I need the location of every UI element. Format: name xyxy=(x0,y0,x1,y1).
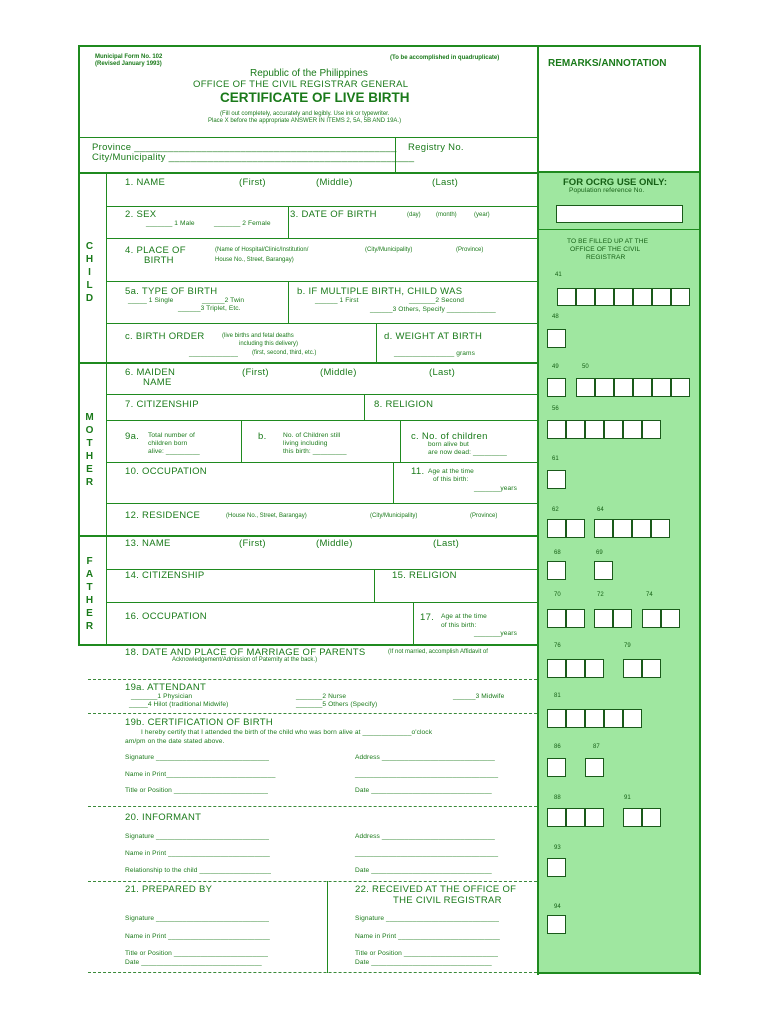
ocrg-panel-top xyxy=(537,171,701,173)
date-of-birth-label: 3. DATE OF BIRTH xyxy=(290,209,377,220)
code-61: 61 xyxy=(552,456,559,462)
received-signature[interactable]: Signature ______________________________ xyxy=(355,915,500,922)
code-box[interactable] xyxy=(566,519,585,538)
code-62: 62 xyxy=(552,507,559,513)
code-box[interactable] xyxy=(557,288,576,306)
certifier-signature[interactable]: Signature ______________________________ xyxy=(125,754,270,761)
mother-father-divider xyxy=(80,535,537,537)
province-divider xyxy=(80,137,537,138)
code-70: 70 xyxy=(554,592,561,598)
code-64: 64 xyxy=(597,507,604,513)
instructions-line-2: Place X before the appropriate ANSWER IN ITEMS 2, 5A, 5B AND 19A.) xyxy=(208,118,402,124)
sex-female-option[interactable]: _______ 2 Female xyxy=(214,220,271,227)
attendant-midwife[interactable]: ______3 Midwife xyxy=(453,693,505,700)
quadruplicate-note: (To be accomplished in quadruplicate) xyxy=(390,55,500,61)
residence-label: 12. RESIDENCE xyxy=(125,510,201,521)
marriage-divider xyxy=(88,679,537,680)
code-box[interactable] xyxy=(623,808,642,827)
certifier-date[interactable]: Date ________________________________ xyxy=(355,787,492,794)
code-box[interactable] xyxy=(595,378,614,397)
code-box[interactable] xyxy=(547,378,566,397)
pob-city-label: (City/Municipality) xyxy=(365,247,413,253)
code-box[interactable] xyxy=(566,709,585,728)
code-box[interactable] xyxy=(623,659,642,678)
code-box[interactable] xyxy=(566,808,585,827)
multiple-others-option[interactable]: ______3 Others, Specify _____________ xyxy=(370,306,496,313)
code-box[interactable] xyxy=(671,378,690,397)
code-76: 76 xyxy=(554,643,561,649)
father-bottom-border xyxy=(80,644,537,646)
code-68: 68 xyxy=(554,550,561,556)
mother-last-label: (Last) xyxy=(429,367,456,378)
col-divider xyxy=(393,462,394,503)
row-divider xyxy=(107,238,537,239)
form-right-border xyxy=(699,45,701,975)
attendant-hilot[interactable]: _____4 Hilot (traditional Midwife) xyxy=(129,701,229,708)
col-divider xyxy=(374,569,375,602)
informant-divider xyxy=(88,881,537,882)
code-box[interactable] xyxy=(613,519,632,538)
code-box[interactable] xyxy=(566,659,585,678)
code-box[interactable] xyxy=(547,329,566,348)
province-field[interactable]: Province _______________________________________________ xyxy=(92,142,397,153)
prepared-name[interactable]: Name in Print ___________________________ xyxy=(125,933,270,940)
code-72: 72 xyxy=(597,592,604,598)
marriage-label: 18. DATE AND PLACE OF MARRIAGE OF PARENTS xyxy=(125,647,366,658)
code-box[interactable] xyxy=(652,288,671,306)
code-box[interactable] xyxy=(547,659,566,678)
residence-house-label: (House No., Street, Barangay) xyxy=(226,513,307,519)
father-citizenship-label: 14. CITIZENSHIP xyxy=(125,570,205,581)
prepared-by-label: 21. PREPARED BY xyxy=(125,884,213,895)
mother-occupation-label: 10. OCCUPATION xyxy=(125,466,207,477)
code-81: 81 xyxy=(554,693,561,699)
sex-male-option[interactable]: _______ 1 Male xyxy=(146,220,195,227)
total-children-label-2: children born xyxy=(148,440,188,447)
row-divider xyxy=(107,602,537,603)
code-86: 86 xyxy=(554,744,561,750)
mother-age-item: 11. xyxy=(411,466,425,477)
type-of-birth-label: 5a. TYPE OF BIRTH xyxy=(125,286,218,297)
child-middle-label: (Middle) xyxy=(316,177,353,188)
certificate-title: CERTIFICATE OF LIVE BIRTH xyxy=(220,90,410,105)
row-divider xyxy=(107,323,537,324)
code-41: 41 xyxy=(555,272,562,278)
certification-divider xyxy=(88,806,537,807)
code-50: 50 xyxy=(582,364,589,370)
header-bottom-border xyxy=(78,172,537,174)
row-divider xyxy=(107,206,537,207)
attendant-physician[interactable]: _______1 Physician xyxy=(131,693,193,700)
registry-number-field[interactable]: Registry No. xyxy=(408,142,464,153)
mother-age-label-2: of this birth: xyxy=(433,476,469,483)
code-box[interactable] xyxy=(614,378,633,397)
mother-age-years[interactable]: _______years xyxy=(474,485,517,492)
sex-label: 2. SEX xyxy=(125,209,157,220)
now-dead-label-1: born alive but xyxy=(428,441,469,448)
father-name-label: 13. NAME xyxy=(125,538,171,549)
code-box[interactable] xyxy=(585,808,604,827)
row-divider xyxy=(107,420,537,421)
code-box[interactable] xyxy=(566,420,585,439)
code-box[interactable] xyxy=(642,808,661,827)
certification-label: 19b. CERTIFICATION OF BIRTH xyxy=(125,717,273,728)
row-divider xyxy=(107,503,537,504)
birth-order-note-2: including this delivery) xyxy=(239,341,299,347)
code-box[interactable] xyxy=(547,420,566,439)
attendant-nurse[interactable]: _______2 Nurse xyxy=(296,693,347,700)
attendant-label: 19a. ATTENDANT xyxy=(125,682,207,693)
child-last-label: (Last) xyxy=(432,177,459,188)
code-box[interactable] xyxy=(595,288,614,306)
father-age-label-1: Age at the time xyxy=(441,613,487,620)
row-divider xyxy=(107,462,537,463)
code-box[interactable] xyxy=(661,609,680,628)
remarks-title: REMARKS/ANNOTATION xyxy=(548,58,667,69)
informant-relationship[interactable]: Relationship to the child ___________________ xyxy=(125,867,272,874)
col-divider xyxy=(364,394,365,420)
certifier-name[interactable]: Name in Print_____________________________ xyxy=(125,771,276,778)
republic-label: Republic of the Philippines xyxy=(250,68,368,79)
population-ref-label: Population reference No. xyxy=(569,187,645,194)
code-74: 74 xyxy=(646,592,653,598)
section-column-divider xyxy=(106,174,107,646)
marriage-note-2: Acknowledgement/Admission of Paternity at the back.) xyxy=(172,657,318,663)
code-box[interactable] xyxy=(585,659,604,678)
place-of-birth-label-1: 4. PLACE OF xyxy=(125,245,186,256)
col-divider xyxy=(288,206,289,238)
birth-order-note-1: (live births and fetal deaths xyxy=(222,333,294,339)
father-age-label-2: of this birth: xyxy=(441,622,477,629)
total-children-label-1: Total number of xyxy=(148,432,195,439)
attendant-others[interactable]: _______5 Others (Specify) xyxy=(296,701,378,708)
received-name[interactable]: Name in Print ___________________________ xyxy=(355,933,500,940)
pob-hospital-label: (Name of Hospital/Clinic/Institution/ xyxy=(215,247,309,253)
prepared-date[interactable]: Date ________________________________ xyxy=(125,959,262,966)
item-9b-label: b. xyxy=(258,431,267,442)
code-box[interactable] xyxy=(604,709,623,728)
certification-text-2: am/pm on the date stated above. xyxy=(125,738,225,745)
father-age-years[interactable]: _______years xyxy=(474,630,517,637)
form-number: Municipal Form No. 102 xyxy=(95,54,163,60)
col-divider xyxy=(241,420,242,462)
filled-up-label-3: REGISTRAR xyxy=(586,254,626,261)
child-first-label: (First) xyxy=(239,177,266,188)
code-box[interactable] xyxy=(585,758,604,777)
received-label-2: THE CIVIL REGISTRAR xyxy=(393,895,502,906)
code-49: 49 xyxy=(552,364,559,370)
received-date[interactable]: Date ________________________________ xyxy=(355,959,492,966)
birth-order-blank[interactable]: _____________ xyxy=(189,350,238,357)
ocrg-panel-divider xyxy=(539,229,699,230)
still-living-label-3[interactable]: this birth: _________ xyxy=(283,448,347,455)
code-94: 94 xyxy=(554,904,561,910)
code-box[interactable] xyxy=(594,519,613,538)
still-living-label-1: No. of Children still xyxy=(283,432,341,439)
code-box[interactable] xyxy=(633,288,652,306)
certifier-address[interactable]: Address ______________________________ xyxy=(355,754,495,761)
filled-up-label-1: TO BE FILLED UP AT THE xyxy=(567,238,649,245)
informant-signature[interactable]: Signature ______________________________ xyxy=(125,833,270,840)
code-box[interactable] xyxy=(613,609,632,628)
code-box[interactable] xyxy=(547,470,566,489)
code-box[interactable] xyxy=(547,709,566,728)
multiple-first-option[interactable]: ______ 1 First xyxy=(315,297,359,304)
code-box[interactable] xyxy=(633,378,652,397)
residence-city-label: (City/Municipality) xyxy=(370,513,418,519)
informant-name[interactable]: Name in Print ___________________________ xyxy=(125,850,270,857)
birth-single-option[interactable]: _____ 1 Single xyxy=(128,297,174,304)
child-mother-divider xyxy=(80,362,537,364)
col-divider xyxy=(288,281,289,323)
pob-province-label: (Province) xyxy=(456,247,484,253)
code-69: 69 xyxy=(596,550,603,556)
father-last-label: (Last) xyxy=(433,538,460,549)
code-box[interactable] xyxy=(652,378,671,397)
code-box[interactable] xyxy=(547,758,566,777)
code-box[interactable] xyxy=(623,420,642,439)
pob-house-label: House No., Street, Barangay) xyxy=(215,257,294,263)
father-religion-label: 15. RELIGION xyxy=(392,570,457,581)
code-box[interactable] xyxy=(671,288,690,306)
code-88: 88 xyxy=(554,795,561,801)
item-9a-label: 9a. xyxy=(125,431,140,442)
code-91: 91 xyxy=(624,795,631,801)
code-box[interactable] xyxy=(632,519,651,538)
code-box[interactable] xyxy=(547,858,566,877)
col-divider xyxy=(376,323,377,363)
code-box[interactable] xyxy=(594,561,613,580)
multiple-second-option[interactable]: _______2 Second xyxy=(409,297,465,304)
col-divider xyxy=(413,602,414,645)
mother-religion-label: 8. RELIGION xyxy=(374,399,434,410)
mother-age-label-1: Age at the time xyxy=(428,468,474,475)
mother-middle-label: (Middle) xyxy=(320,367,357,378)
code-box[interactable] xyxy=(585,709,604,728)
mother-citizenship-label: 7. CITIZENSHIP xyxy=(125,399,199,410)
code-box[interactable] xyxy=(623,709,642,728)
prepared-received-divider xyxy=(327,881,328,973)
father-age-item: 17. xyxy=(420,612,435,623)
code-48: 48 xyxy=(552,314,559,320)
dob-day-label: (day) xyxy=(407,212,421,218)
form-revised: (Revised January 1993) xyxy=(95,61,162,67)
form-bottom-divider xyxy=(88,972,537,973)
father-first-label: (First) xyxy=(239,538,266,549)
population-ref-input[interactable] xyxy=(556,205,683,223)
code-box[interactable] xyxy=(604,420,623,439)
code-box[interactable] xyxy=(576,288,595,306)
received-title[interactable]: Title or Position _________________________ xyxy=(355,950,499,957)
birth-triplet-option[interactable]: ______3 Triplet, Etc. xyxy=(178,305,241,312)
informant-address-2[interactable]: ______________________________________ xyxy=(355,850,499,857)
code-box[interactable] xyxy=(642,420,661,439)
marriage-note-1: (If not married, accomplish Affidavit of xyxy=(388,649,488,655)
father-middle-label: (Middle) xyxy=(316,538,353,549)
code-box[interactable] xyxy=(547,561,566,580)
code-box[interactable] xyxy=(642,609,661,628)
informant-label: 20. INFORMANT xyxy=(125,812,202,823)
maiden-name-label-2: NAME xyxy=(143,377,172,388)
item-9c-label: c. No. of children xyxy=(411,431,488,442)
code-79: 79 xyxy=(624,643,631,649)
code-box[interactable] xyxy=(614,288,633,306)
total-children-label-3[interactable]: alive: _________ xyxy=(148,448,200,455)
form-left-border xyxy=(78,45,80,646)
father-occupation-label: 16. OCCUPATION xyxy=(125,611,207,622)
filled-up-label-2: OFFICE OF THE CIVIL xyxy=(570,246,641,253)
row-divider xyxy=(107,281,537,282)
code-93: 93 xyxy=(554,845,561,851)
now-dead-label-2[interactable]: are now dead: _________ xyxy=(428,449,507,456)
code-box[interactable] xyxy=(642,659,661,678)
birth-twin-option[interactable]: ______2 Twin xyxy=(202,297,245,304)
ocrg-use-label: FOR OCRG USE ONLY: xyxy=(563,177,667,188)
code-box[interactable] xyxy=(547,915,566,934)
code-box[interactable] xyxy=(585,420,604,439)
certifier-address-2[interactable]: ______________________________________ xyxy=(355,771,499,778)
informant-address[interactable]: Address ______________________________ xyxy=(355,833,495,840)
attendant-divider xyxy=(88,713,537,714)
code-box[interactable] xyxy=(576,378,595,397)
code-87: 87 xyxy=(593,744,600,750)
dob-month-label: (month) xyxy=(436,212,457,218)
maiden-name-label-1: 6. MAIDEN xyxy=(125,367,176,378)
received-label-1: 22. RECEIVED AT THE OFFICE OF xyxy=(355,884,517,895)
certification-text-1: I hereby certify that I attended the birth of the child who was born alive at _____________o'clock xyxy=(141,729,433,736)
prepared-signature[interactable]: Signature ______________________________ xyxy=(125,915,270,922)
ocrg-panel-bottom xyxy=(537,972,701,974)
code-box[interactable] xyxy=(594,609,613,628)
city-municipality-field[interactable]: City/Municipality ____________________________________________ xyxy=(92,152,415,163)
birth-order-note-3: (first, second, third, etc.) xyxy=(252,350,317,356)
office-label: OFFICE OF THE CIVIL REGISTRAR GENERAL xyxy=(193,79,409,90)
weight-grams[interactable]: ________________ grams xyxy=(394,350,476,357)
prepared-title[interactable]: Title or Position _________________________ xyxy=(125,950,269,957)
child-name-label: 1. NAME xyxy=(125,177,166,188)
code-box[interactable] xyxy=(547,519,566,538)
form-top-border xyxy=(78,45,700,47)
code-box[interactable] xyxy=(651,519,670,538)
instructions-line-1: (Fill out completely, accurately and legibly. Use ink or typewriter. xyxy=(220,111,390,117)
mother-first-label: (First) xyxy=(242,367,269,378)
code-box[interactable] xyxy=(547,808,566,827)
col-divider xyxy=(400,420,401,462)
code-56: 56 xyxy=(552,406,559,412)
code-box[interactable] xyxy=(547,609,566,628)
multiple-birth-label: b. IF MULTIPLE BIRTH, CHILD WAS xyxy=(297,286,463,297)
birth-order-label: c. BIRTH ORDER xyxy=(125,331,205,342)
dob-year-label: (year) xyxy=(474,212,490,218)
code-box[interactable] xyxy=(566,609,585,628)
place-of-birth-label-2: BIRTH xyxy=(144,255,174,266)
residence-province-label: (Province) xyxy=(470,513,498,519)
certifier-title[interactable]: Title or Position _________________________ xyxy=(125,787,269,794)
informant-date[interactable]: Date ________________________________ xyxy=(355,867,492,874)
row-divider xyxy=(107,394,537,395)
weight-label: d. WEIGHT AT BIRTH xyxy=(384,331,483,342)
still-living-label-2: living including xyxy=(283,440,328,447)
